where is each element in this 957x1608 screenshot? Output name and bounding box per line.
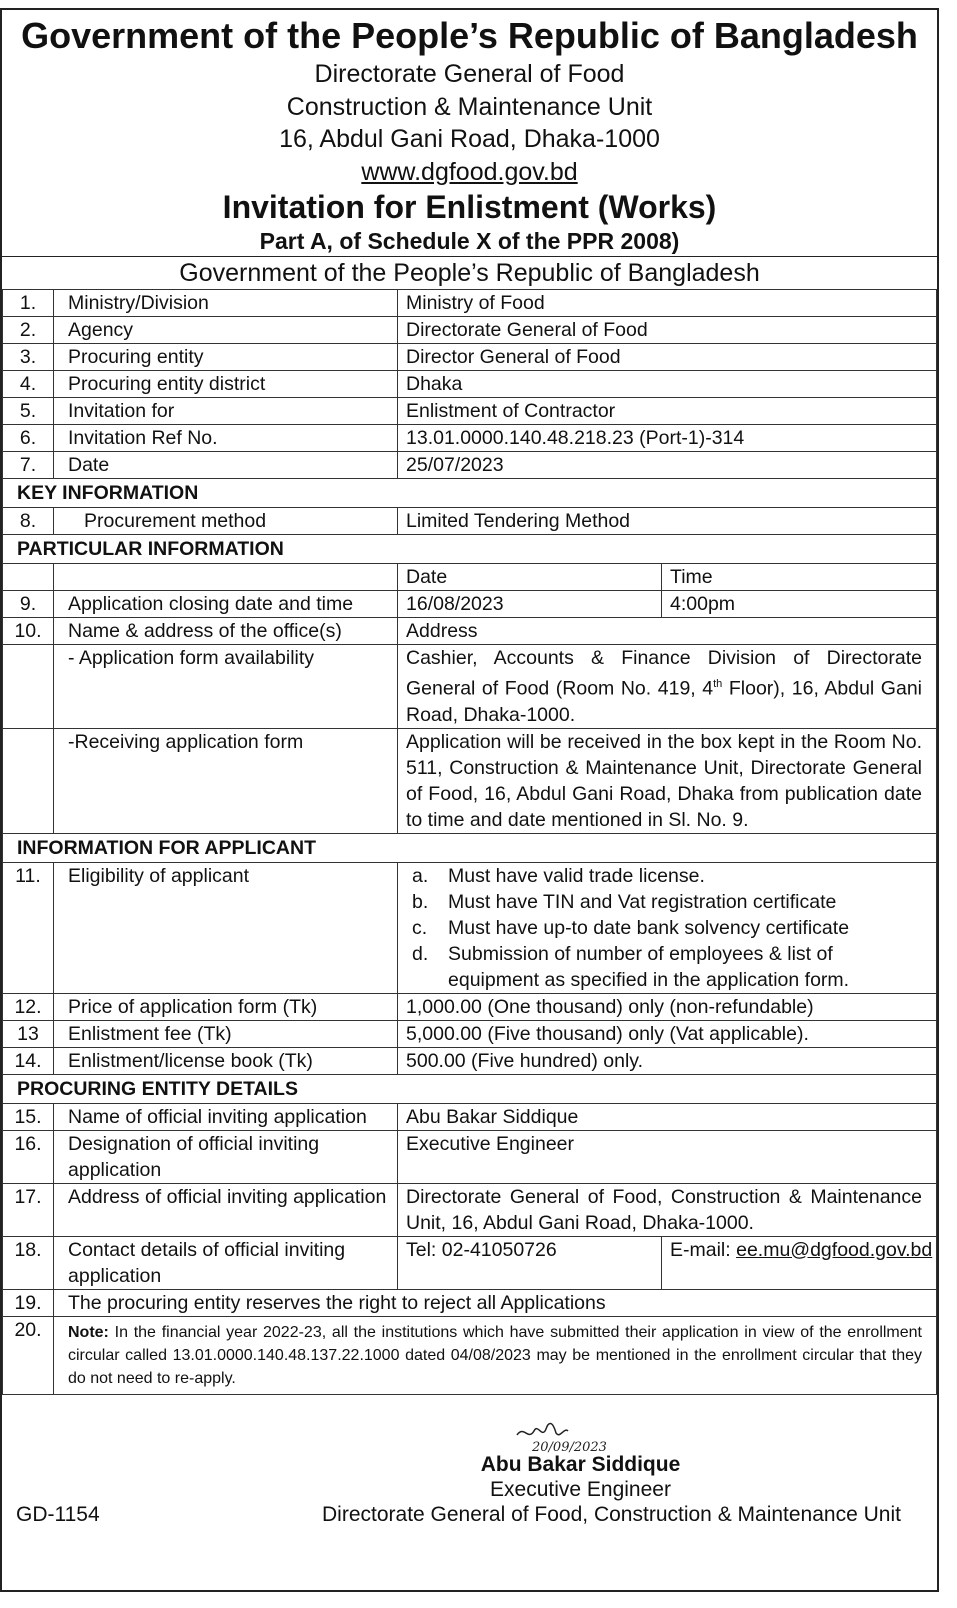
table-row: [3, 645, 937, 729]
signatory-designation: Executive Engineer: [490, 1477, 671, 1501]
row-number: 15.: [3, 1103, 54, 1130]
row-number: 19.: [3, 1289, 54, 1316]
header: [2, 14, 937, 289]
section-heading-key-information: KEY INFORMATION: [3, 479, 937, 508]
table-row: [3, 993, 937, 1020]
row-value: Directorate General of Food: [398, 317, 937, 344]
table-row: [3, 1289, 937, 1316]
department-name: Directorate General of Food: [314, 60, 625, 88]
table-row: [3, 564, 937, 591]
row-number: 18.: [3, 1236, 54, 1289]
notice-subtitle: Part A, of Schedule X of the PPR 2008): [259, 228, 680, 254]
row-value: Ministry of Food: [398, 290, 937, 317]
section-heading-procuring-entity: PROCURING ENTITY DETAILS: [3, 1074, 937, 1103]
table-row: [3, 862, 937, 993]
row-label: Invitation Ref No.: [54, 425, 398, 452]
row-number: 5.: [3, 398, 54, 425]
row-label: Ministry/Division: [54, 290, 398, 317]
table-row: [3, 452, 937, 479]
notice-title: Invitation for Enlistment (Works): [222, 189, 717, 225]
table-row: [3, 344, 937, 371]
signature-block: [2, 1395, 937, 1555]
table-row: [3, 317, 937, 344]
row-number: 20.: [3, 1316, 54, 1394]
contact-telephone: Tel: 02-41050726: [398, 1236, 662, 1289]
table-row: [3, 591, 937, 618]
row-label: Procuring entity: [54, 344, 398, 371]
row-label: Application closing date and time: [54, 591, 398, 618]
row-value: 1,000.00 (One thousand) only (non-refundable): [398, 993, 937, 1020]
email-link[interactable]: ee.mu@dgfood.gov.bd: [736, 1238, 933, 1261]
row-number: 3.: [3, 344, 54, 371]
government-title: Government of the People’s Republic of Bangladesh: [21, 15, 918, 56]
row-number: 6.: [3, 425, 54, 452]
row-number: 10.: [3, 618, 54, 645]
notice-page: [0, 8, 939, 1592]
row-number: 16.: [3, 1130, 54, 1183]
row-label: Agency: [54, 317, 398, 344]
column-header-date: Date: [398, 564, 662, 591]
row-label: Procurement method: [54, 508, 398, 535]
note-text: Note: In the financial year 2022-23, all the institutions which have submitted their application in view of the enrollment circular called 13.01.0000.140.48.137.22.1000 dated 04/08/2023 may be mentioned in the enrollment circular that they do not need to re-apply.: [54, 1316, 937, 1394]
row-label: Eligibility of applicant: [54, 862, 398, 993]
government-subheading: Government of the People’s Republic of Bangladesh: [2, 256, 937, 289]
row-label: Procuring entity district: [54, 371, 398, 398]
table-row: [3, 1316, 937, 1394]
row-label: Enlistment fee (Tk): [54, 1020, 398, 1047]
row-value: Enlistment of Contractor: [398, 398, 937, 425]
row-label: Price of application form (Tk): [54, 993, 398, 1020]
row-label: -Receiving application form: [54, 728, 398, 833]
row-value: Abu Bakar Siddique: [398, 1103, 937, 1130]
handwritten-signature: [512, 1417, 682, 1457]
table-row: [3, 1103, 937, 1130]
row-number: 17.: [3, 1183, 54, 1236]
column-header-time: Time: [662, 564, 937, 591]
website-link[interactable]: www.dgfood.gov.bd: [361, 157, 578, 186]
table-row: [3, 618, 937, 645]
list-item: d. Submission of number of employees & list of equipment as specified in the application form.: [412, 942, 850, 991]
section-heading-particular-information: PARTICULAR INFORMATION: [3, 535, 937, 564]
floor-superscript: th: [713, 678, 723, 690]
eligibility-list: [398, 862, 937, 993]
table-row: [3, 1047, 937, 1074]
table-row: [3, 1183, 937, 1236]
row-number: 2.: [3, 317, 54, 344]
row-number: 14.: [3, 1047, 54, 1074]
gd-code: GD-1154: [16, 1502, 100, 1526]
row-label: Address of official inviting application: [54, 1183, 398, 1236]
row-number: 8.: [3, 508, 54, 535]
row-label: Designation of official inviting application: [54, 1130, 398, 1183]
availability-text: Cashier, Accounts & Finance Division of Directorate General of Food (Room No. 419, 4: [406, 647, 922, 700]
row-number: 12.: [3, 993, 54, 1020]
section-heading-applicant-information: INFORMATION FOR APPLICANT: [3, 833, 937, 862]
row-value: 13.01.0000.140.48.218.23 (Port-1)-314: [398, 425, 937, 452]
row-number: 1.: [3, 290, 54, 317]
row-label: Enlistment/license book (Tk): [54, 1047, 398, 1074]
row-number: 7.: [3, 452, 54, 479]
closing-time: 4:00pm: [662, 591, 937, 618]
row-number: 4.: [3, 371, 54, 398]
row-value: Dhaka: [398, 371, 937, 398]
list-item: a. Must have valid trade license.: [412, 864, 705, 887]
row-value: 25/07/2023: [398, 452, 937, 479]
table-row: [3, 398, 937, 425]
row-value: Executive Engineer: [398, 1130, 937, 1183]
row-value: Address: [398, 618, 937, 645]
row-value: Directorate General of Food, Construction & Maintenance Unit, 16, Abdul Gani Road, Dhaka-1000.: [398, 1183, 937, 1236]
row-number: 13: [3, 1020, 54, 1047]
closing-date: 16/08/2023: [398, 591, 662, 618]
row-label: Contact details of official inviting application: [54, 1236, 398, 1289]
info-table: [2, 289, 937, 1395]
row-value: The procuring entity reserves the right to reject all Applications: [54, 1289, 937, 1316]
row-value: [398, 645, 937, 729]
row-label: Name of official inviting application: [54, 1103, 398, 1130]
table-row: [3, 728, 937, 833]
row-label: Name & address of the office(s): [54, 618, 398, 645]
table-row: [3, 1020, 937, 1047]
table-row: [3, 1236, 937, 1289]
table-row: [3, 371, 937, 398]
table-row: [3, 508, 937, 535]
table-row: [3, 1130, 937, 1183]
row-value: Director General of Food: [398, 344, 937, 371]
row-value: Limited Tendering Method: [398, 508, 937, 535]
row-number: 9.: [3, 591, 54, 618]
list-item: b. Must have TIN and Vat registration certificate: [412, 890, 837, 913]
handwritten-date: 20/09/2023: [532, 1439, 607, 1455]
table-row: [3, 290, 937, 317]
list-item: c. Must have up-to date bank solvency certificate: [412, 916, 850, 939]
row-label: Date: [54, 452, 398, 479]
row-value: 5,000.00 (Five thousand) only (Vat applicable).: [398, 1020, 937, 1047]
contact-email: E-mail: ee.mu@dgfood.gov.bd: [662, 1236, 937, 1289]
office-address: 16, Abdul Gani Road, Dhaka-1000: [279, 125, 660, 153]
table-row: [3, 425, 937, 452]
row-value: 500.00 (Five hundred) only.: [398, 1047, 937, 1074]
row-label: Invitation for: [54, 398, 398, 425]
unit-name: Construction & Maintenance Unit: [286, 92, 653, 121]
availability-text-end: Floor), 16, Abdul Gani Road, Dhaka-1000.: [406, 677, 922, 726]
row-label: - Application form availability: [54, 645, 398, 729]
signatory-organization: Directorate General of Food, Construction & Maintenance Unit: [322, 1502, 901, 1526]
signatory-name: Abu Bakar Siddique: [480, 1452, 681, 1476]
row-number: 11.: [3, 862, 54, 993]
row-value: Application will be received in the box kept in the Room No. 511, Construction & Maintenance Unit, Directorate General of Food, 16, Abdul Gani Road, Dhaka from publication date to time and date mentioned in Sl. No. 9.: [398, 728, 937, 833]
